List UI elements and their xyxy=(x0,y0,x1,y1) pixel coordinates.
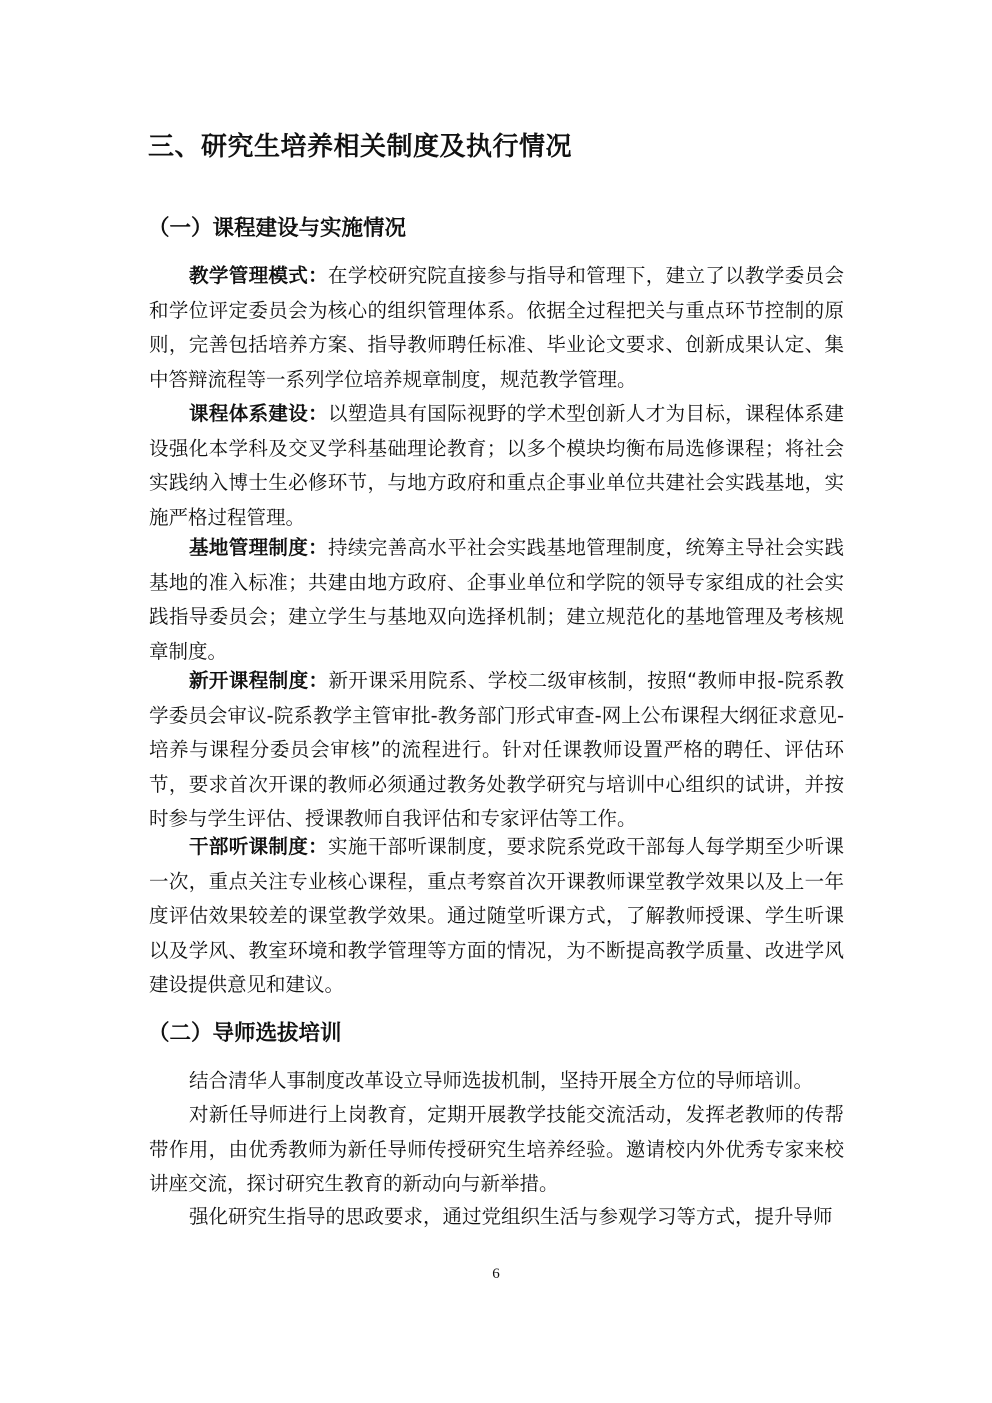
subsection-title-advisor: （二）导师选拔培训 xyxy=(148,1021,342,1046)
paragraph-label: 教学管理模式： xyxy=(189,264,329,287)
paragraph-advisor-selection: 结合清华人事制度改革设立导师选拔机制，坚持开展全方位的导师培训。 xyxy=(189,1069,814,1092)
paragraph-teaching-management xyxy=(149,259,844,397)
paragraph-text: 新开课采用院系、学校二级审核制，按照“教师申报-院系教学委员会审议-院系教学主管审批-教务部门形式审查-网上公布课程大纲征求意见-培养与课程分委员会审核”的流程进行。针对任课教师设置严格的聘任、评估环节，要求首次开课的教师必须通过教务处教学研究与培训中心组织的试讲，并按时参与学生评估、授课教师自我评估和专家评估等工作。 xyxy=(149,669,844,831)
paragraph-advisor-ideology: 强化研究生指导的思政要求，通过党组织生活与参观学习等方式，提升导师 xyxy=(189,1205,833,1228)
paragraph-cadre-lecture xyxy=(149,830,844,1003)
paragraph-text: 以塑造具有国际视野的学术型创新人才为目标，课程体系建设强化本学科及交叉学科基础理论教育；以多个模块均衡布局选修课程；将社会实践纳入博士生必修环节，与地方政府和重点企事业单位共建社会实践基地，实施严格过程管理。 xyxy=(149,402,844,529)
paragraph-advisor-training: 对新任导师进行上岗教育，定期开展教学技能交流活动，发挥老教师的传帮带作用，由优秀教师为新任导师传授研究生培养经验。邀请校内外优秀专家来校讲座交流，探讨研究生教育的新动向与新举措。 xyxy=(149,1103,844,1196)
paragraph-label: 课程体系建设： xyxy=(189,402,329,425)
paragraph-text: 持续完善高水平社会实践基地管理制度，统筹主导社会实践基地的准入标准；共建由地方政府、企事业单位和学院的领导专家组成的社会实践指导委员会；建立学生与基地双向选择机制；建立规范化的基地管理及考核规章制度。 xyxy=(149,536,844,663)
paragraph-new-course xyxy=(149,664,844,837)
page-number: 6 xyxy=(492,1266,500,1282)
subsection-title-course: （一）课程建设与实施情况 xyxy=(148,216,407,241)
paragraph-label: 干部听课制度： xyxy=(189,835,329,858)
paragraph-text: 实施干部听课制度，要求院系党政干部每人每学期至少听课一次，重点关注专业核心课程，重点考察首次开课教师课堂教学效果以及上一年度评估效果较差的课堂教学效果。通过随堂听课方式，了解教师授课、学生听课以及学风、教室环境和教学管理等方面的情况，为不断提高教学质量、改进学风建设提供意见和建议。 xyxy=(149,835,844,997)
paragraph-base-management xyxy=(149,531,844,669)
paragraph-label: 新开课程制度： xyxy=(189,669,329,692)
paragraph-curriculum-system xyxy=(149,397,844,535)
section-title: 三、研究生培养相关制度及执行情况 xyxy=(148,132,573,162)
paragraph-label: 基地管理制度： xyxy=(189,536,329,559)
paragraph-text: 在学校研究院直接参与指导和管理下，建立了以教学委员会和学位评定委员会为核心的组织管理体系。依据全过程把关与重点环节控制的原则，完善包括培养方案、指导教师聘任标准、毕业论文要求、创新成果认定、集中答辩流程等一系列学位培养规章制度，规范教学管理。 xyxy=(149,264,844,391)
